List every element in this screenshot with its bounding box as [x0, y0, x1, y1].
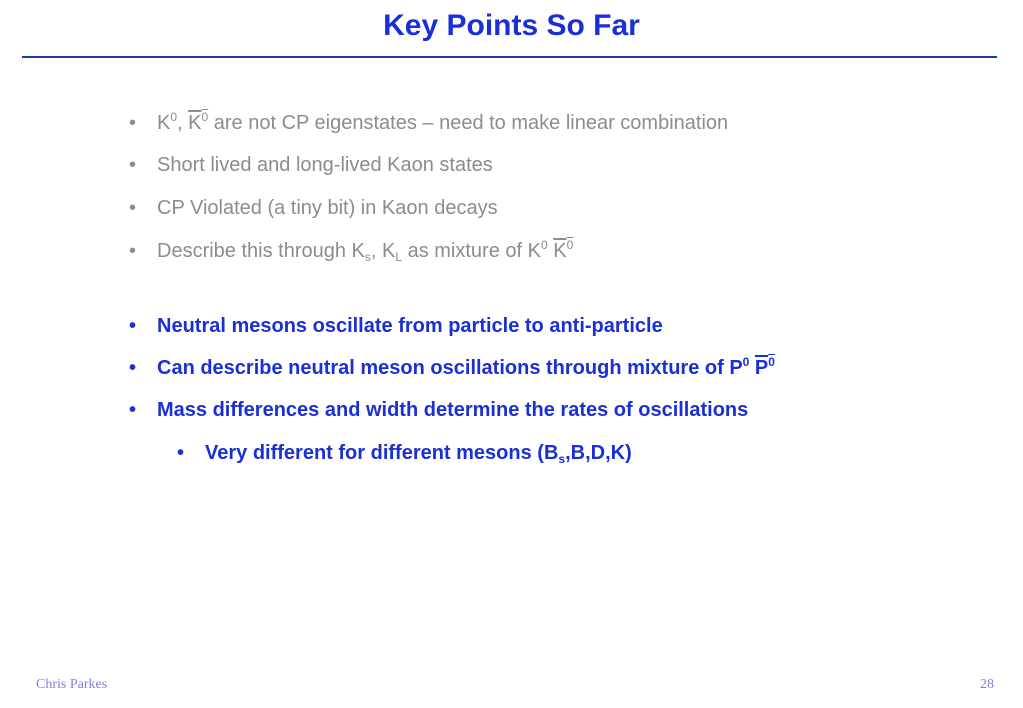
bullet-meson-mixture [129, 355, 775, 380]
bullet-dot: • [129, 357, 137, 379]
sub-bullet-different-mesons [177, 441, 632, 466]
bullet-dot: • [129, 154, 137, 176]
superscript: 0 [201, 110, 209, 124]
subscript: L [395, 250, 403, 264]
bullet-text: Can describe neutral meson oscillations through mixture of P [157, 357, 743, 379]
bullet-text: Mass differences and width determine the rates of oscillations [157, 399, 749, 421]
bullet-kaon-states [129, 153, 493, 177]
superscript: 0 [170, 110, 178, 124]
superscript: 0 [768, 355, 775, 369]
bullet-ks-kl-mixture [129, 238, 574, 264]
superscript: 0 [742, 355, 750, 369]
anti-kaon-symbol: $\overline{K}$ [553, 240, 567, 262]
bullet-text: Very different for different mesons (B [205, 442, 559, 464]
bullet-text: ,B,D,K) [565, 442, 632, 464]
title-divider [22, 56, 997, 58]
superscript: 0 [540, 238, 548, 252]
footer-page-number: 28 [980, 677, 994, 692]
bullet-text: Describe this through K [157, 240, 365, 262]
bullet-cp-violation [129, 196, 498, 220]
bullet-dot: • [129, 399, 137, 421]
bullet-kaon-eigenstates [129, 110, 729, 135]
subscript: s [364, 250, 371, 264]
footer-author: Chris Parkes [36, 677, 108, 692]
bullet-dot: • [129, 315, 137, 337]
bullet-text: Short lived and long-lived Kaon states [157, 154, 493, 176]
bullet-dot: • [177, 442, 185, 464]
bullet-dot: • [129, 112, 137, 134]
separator: , [177, 112, 189, 134]
bullet-text: Neutral mesons oscillate from particle to anti-particle [157, 315, 663, 337]
bullet-dot: • [129, 197, 137, 219]
kaon-symbol: K [157, 112, 171, 134]
bullet-mass-differences [129, 398, 749, 422]
bullet-text: CP Violated (a tiny bit) in Kaon decays [157, 197, 498, 219]
bullet-dot: • [129, 240, 137, 262]
superscript: 0 [566, 238, 574, 252]
subscript: s [558, 452, 566, 466]
anti-kaon-symbol: $\overline{K}$ [188, 112, 202, 134]
bullet-neutral-mesons-oscillate [129, 314, 663, 338]
bullet-text: as mixture of K [402, 240, 541, 262]
anti-particle-symbol: $\overline{P}$ [754, 357, 769, 379]
bullet-text: are not CP eigenstates – need to make linear combination [208, 112, 729, 134]
bullet-text: , K [370, 240, 396, 262]
slide-title: Key Points So Far [383, 9, 640, 42]
